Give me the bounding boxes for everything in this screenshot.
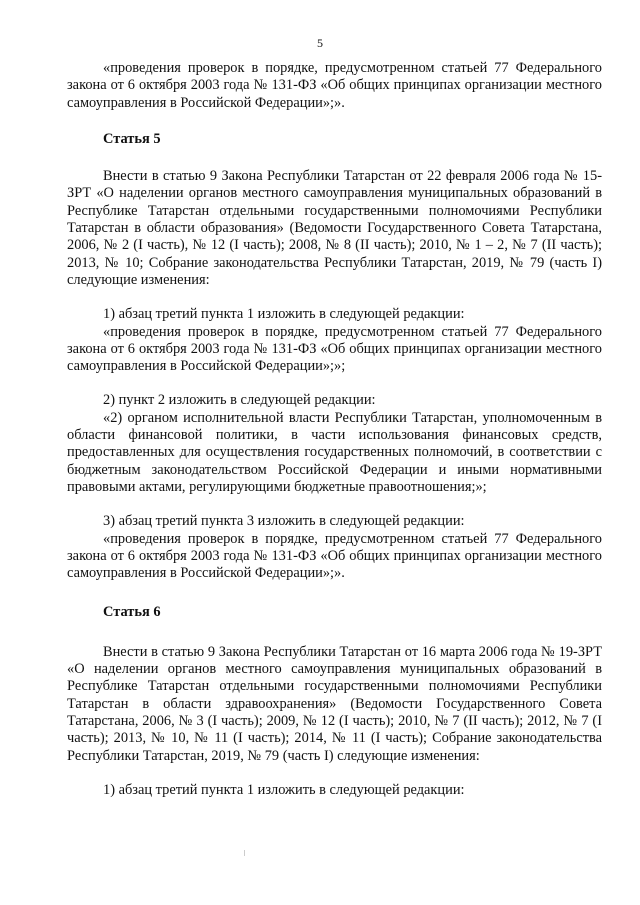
article-5-item-1-text: «проведения проверок в порядке, предусмотренном статьей 77 Федерального закона от 6 октября 2003 года № 131-ФЗ «Об общих принципах организации местного самоуправления в Российской Федерации»;»; <box>67 323 602 375</box>
article-5-heading: Статья 5 <box>103 130 161 147</box>
article-5-item-1: 1) абзац третий пункта 1 изложить в следующей редакции: <box>103 306 465 323</box>
article-5-item-3-text: «проведения проверок в порядке, предусмотренном статьей 77 Федерального закона от 6 октября 2003 года № 131-ФЗ «Об общих принципах организации местного самоуправления в Российской Федерации»;». <box>67 530 602 582</box>
page-number: 5 <box>317 36 323 50</box>
article-6-heading: Статья 6 <box>103 604 161 621</box>
article-5-item-2-text: «2) органом исполнительной власти Республики Татарстан, уполномоченным в области финансовой политики, в части использования финансовых средств, предоставленных для осуществления государственных полномочий, в соответствии с бюджетным законодательством Российской Федерации и иными нормативными правовыми актами, регулирующими бюджетные правоотношения;»; <box>67 409 602 495</box>
article-5-intro: Внести в статью 9 Закона Республики Татарстан от 22 февраля 2006 года № 15-ЗРТ «О наделении органов местного самоуправления муниципальных образований в Республике Татарстан отдельными государственными полномочиями Республики Татарстан в области образования» (Ведомости Государственного Совета Татарстана, 2006, № 2 (I часть), № 12 (I часть); 2008, № 8 (II часть); 2010, № 1 – 2, № 7 (II часть); 2013, № 10; Собрание законодательства Республики Татарстан, 2019, № 79 (часть I) следующие изменения: <box>67 168 602 288</box>
document-body <box>67 60 602 799</box>
article-6-item-1: 1) абзац третий пункта 1 изложить в следующей редакции: <box>103 781 465 798</box>
article-5-item-3: 3) абзац третий пункта 3 изложить в следующей редакции: <box>103 513 465 530</box>
paragraph-quote-amendment: «проведения проверок в порядке, предусмотренном статьей 77 Федерального закона от 6 октября 2003 года № 131-ФЗ «Об общих принципах организации местного самоуправления в Российской Федерации»;». <box>67 60 602 111</box>
article-6-intro: Внести в статью 9 Закона Республики Татарстан от 16 марта 2006 года № 19-ЗРТ «О наделении органов местного самоуправления муниципальных образований в Республике Татарстан отдельными государственными полномочиями Республики Татарстан в области здравоохранения» (Ведомости Государственного Совета Татарстана, 2006, № 3 (I часть); 2009, № 12 (I часть); 2010, № 7 (II часть); 2012, № 7 (I часть); 2013, № 10, № 11 (I часть); 2014, № 11 (I часть); Собрание законодательства Республики Татарстан, 2019, № 79 (часть I) следующие изменения: <box>67 643 602 764</box>
scan-mark <box>244 850 245 856</box>
article-5-item-2: 2) пункт 2 изложить в следующей редакции: <box>103 392 376 409</box>
